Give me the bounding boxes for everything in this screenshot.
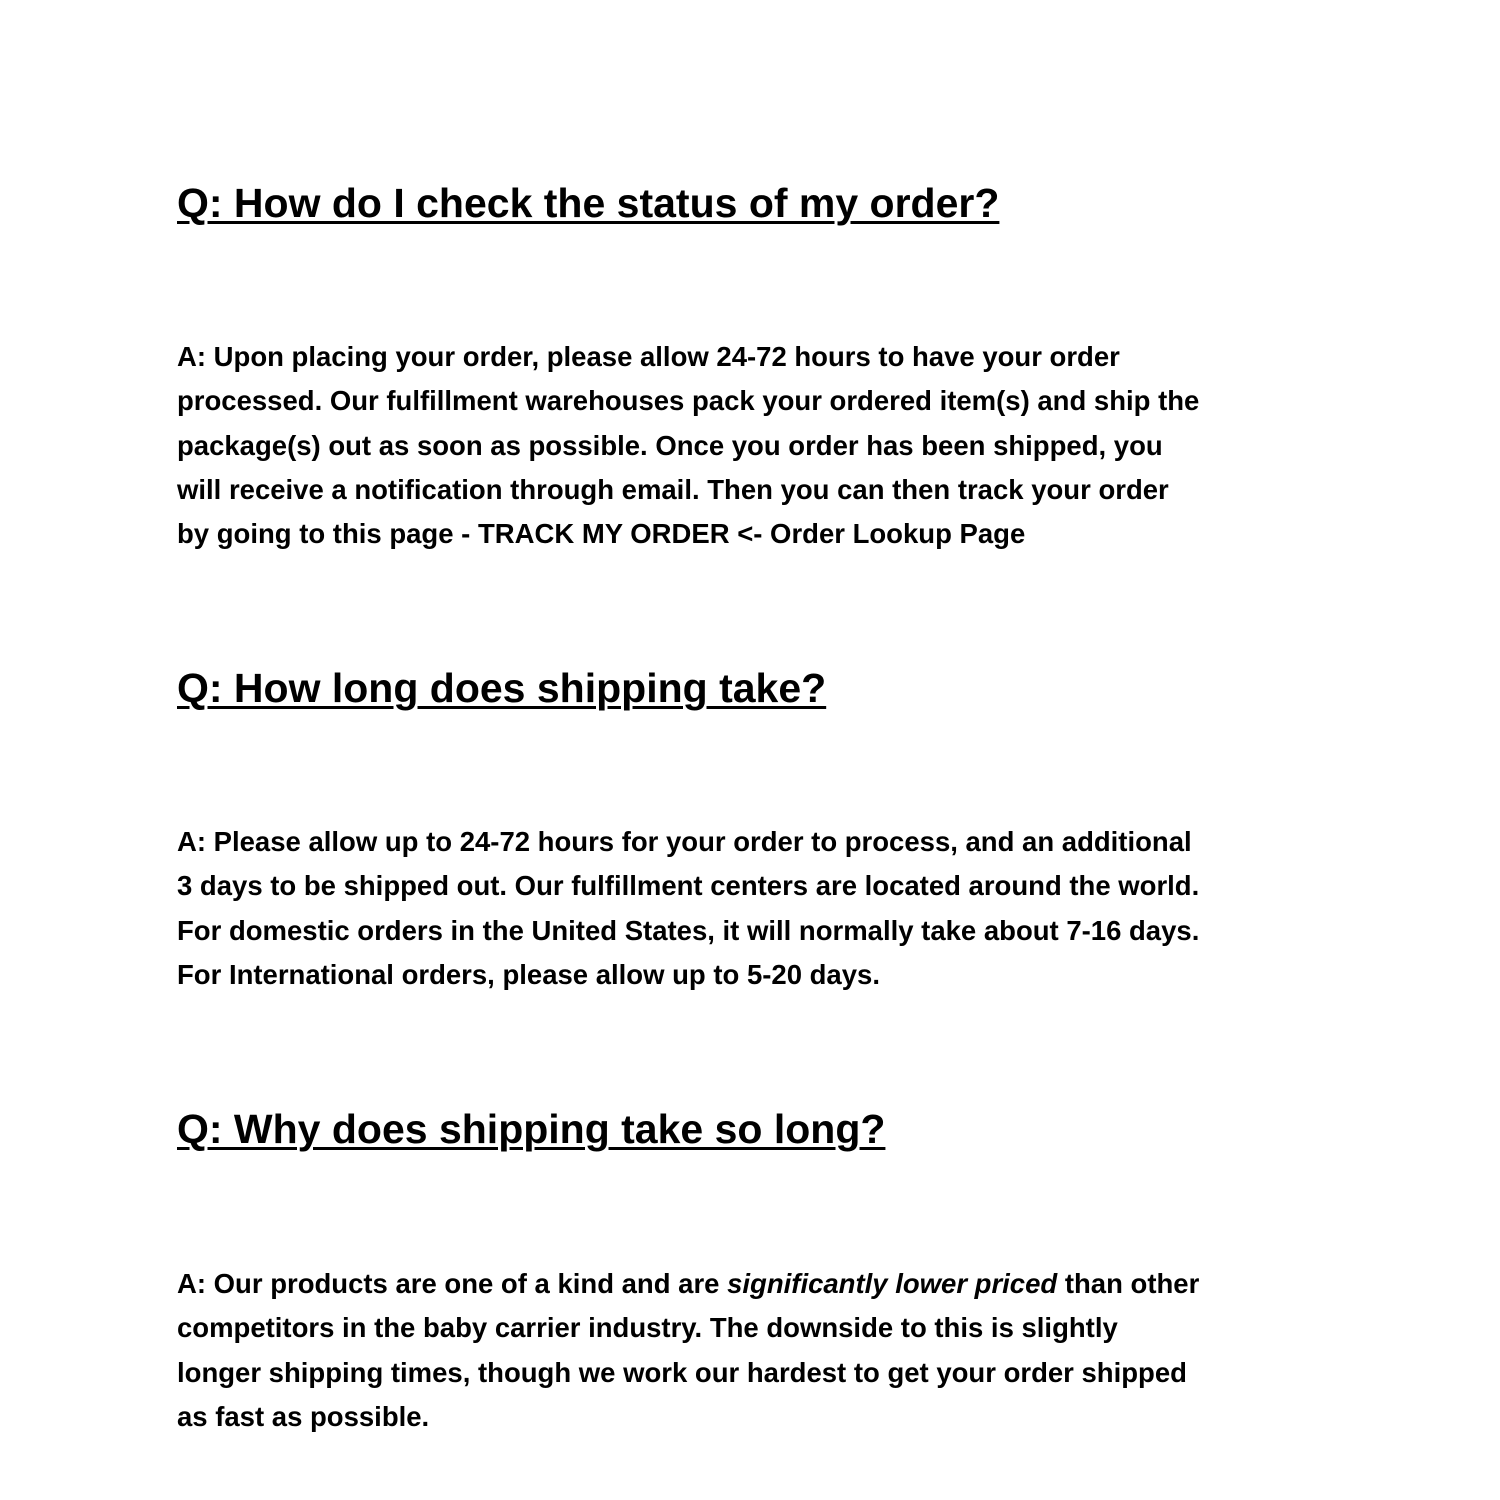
answer-line: as fast as possible. <box>177 1400 430 1432</box>
faq-question-why-long: Q: Why does shipping take so long? <box>177 1106 886 1152</box>
answer-line: will receive a notification through email. Then you can then track your order <box>177 473 1169 505</box>
answer-line: For International orders, please allow up to 5-20 days. <box>177 958 880 990</box>
answer-text: A: Our products are one of a kind and are <box>177 1268 728 1299</box>
faq-question-order-status: Q: How do I check the status of my order? <box>177 180 1000 226</box>
answer-line: competitors in the baby carrier industry. The downside to this is slightly <box>177 1312 1118 1344</box>
answer-line <box>177 512 1327 556</box>
answer-line: A: Upon placing your order, please allow 24-72 hours to have your order <box>177 341 1120 372</box>
answer-line: 3 days to be shipped out. Our fulfillment centers are located around the world. <box>177 870 1200 902</box>
faq-answer-order-status <box>177 335 1327 556</box>
faq-answer-shipping-time <box>177 820 1327 997</box>
answer-text: <- Order Lookup Page <box>729 518 1026 550</box>
faq-answer-why-long <box>177 1262 1327 1439</box>
answer-line: processed. Our fulfillment warehouses pack your ordered item(s) and ship the <box>177 385 1200 417</box>
answer-text: than other <box>1057 1268 1200 1299</box>
answer-line <box>177 1262 1327 1306</box>
faq-question-shipping-time: Q: How long does shipping take? <box>177 665 827 711</box>
answer-line: For domestic orders in the United States, it will normally take about 7-16 days. <box>177 914 1200 946</box>
answer-line: A: Please allow up to 24-72 hours for your order to process, and an additional <box>177 826 1192 857</box>
answer-emphasis: significantly lower priced <box>727 1268 1058 1299</box>
track-my-order-link[interactable]: TRACK MY ORDER <box>477 518 730 550</box>
answer-text: by going to this page - <box>177 518 478 550</box>
answer-line: longer shipping times, though we work our hardest to get your order shipped <box>177 1356 1187 1388</box>
answer-line: package(s) out as soon as possible. Once you order has been shipped, you <box>177 429 1163 461</box>
